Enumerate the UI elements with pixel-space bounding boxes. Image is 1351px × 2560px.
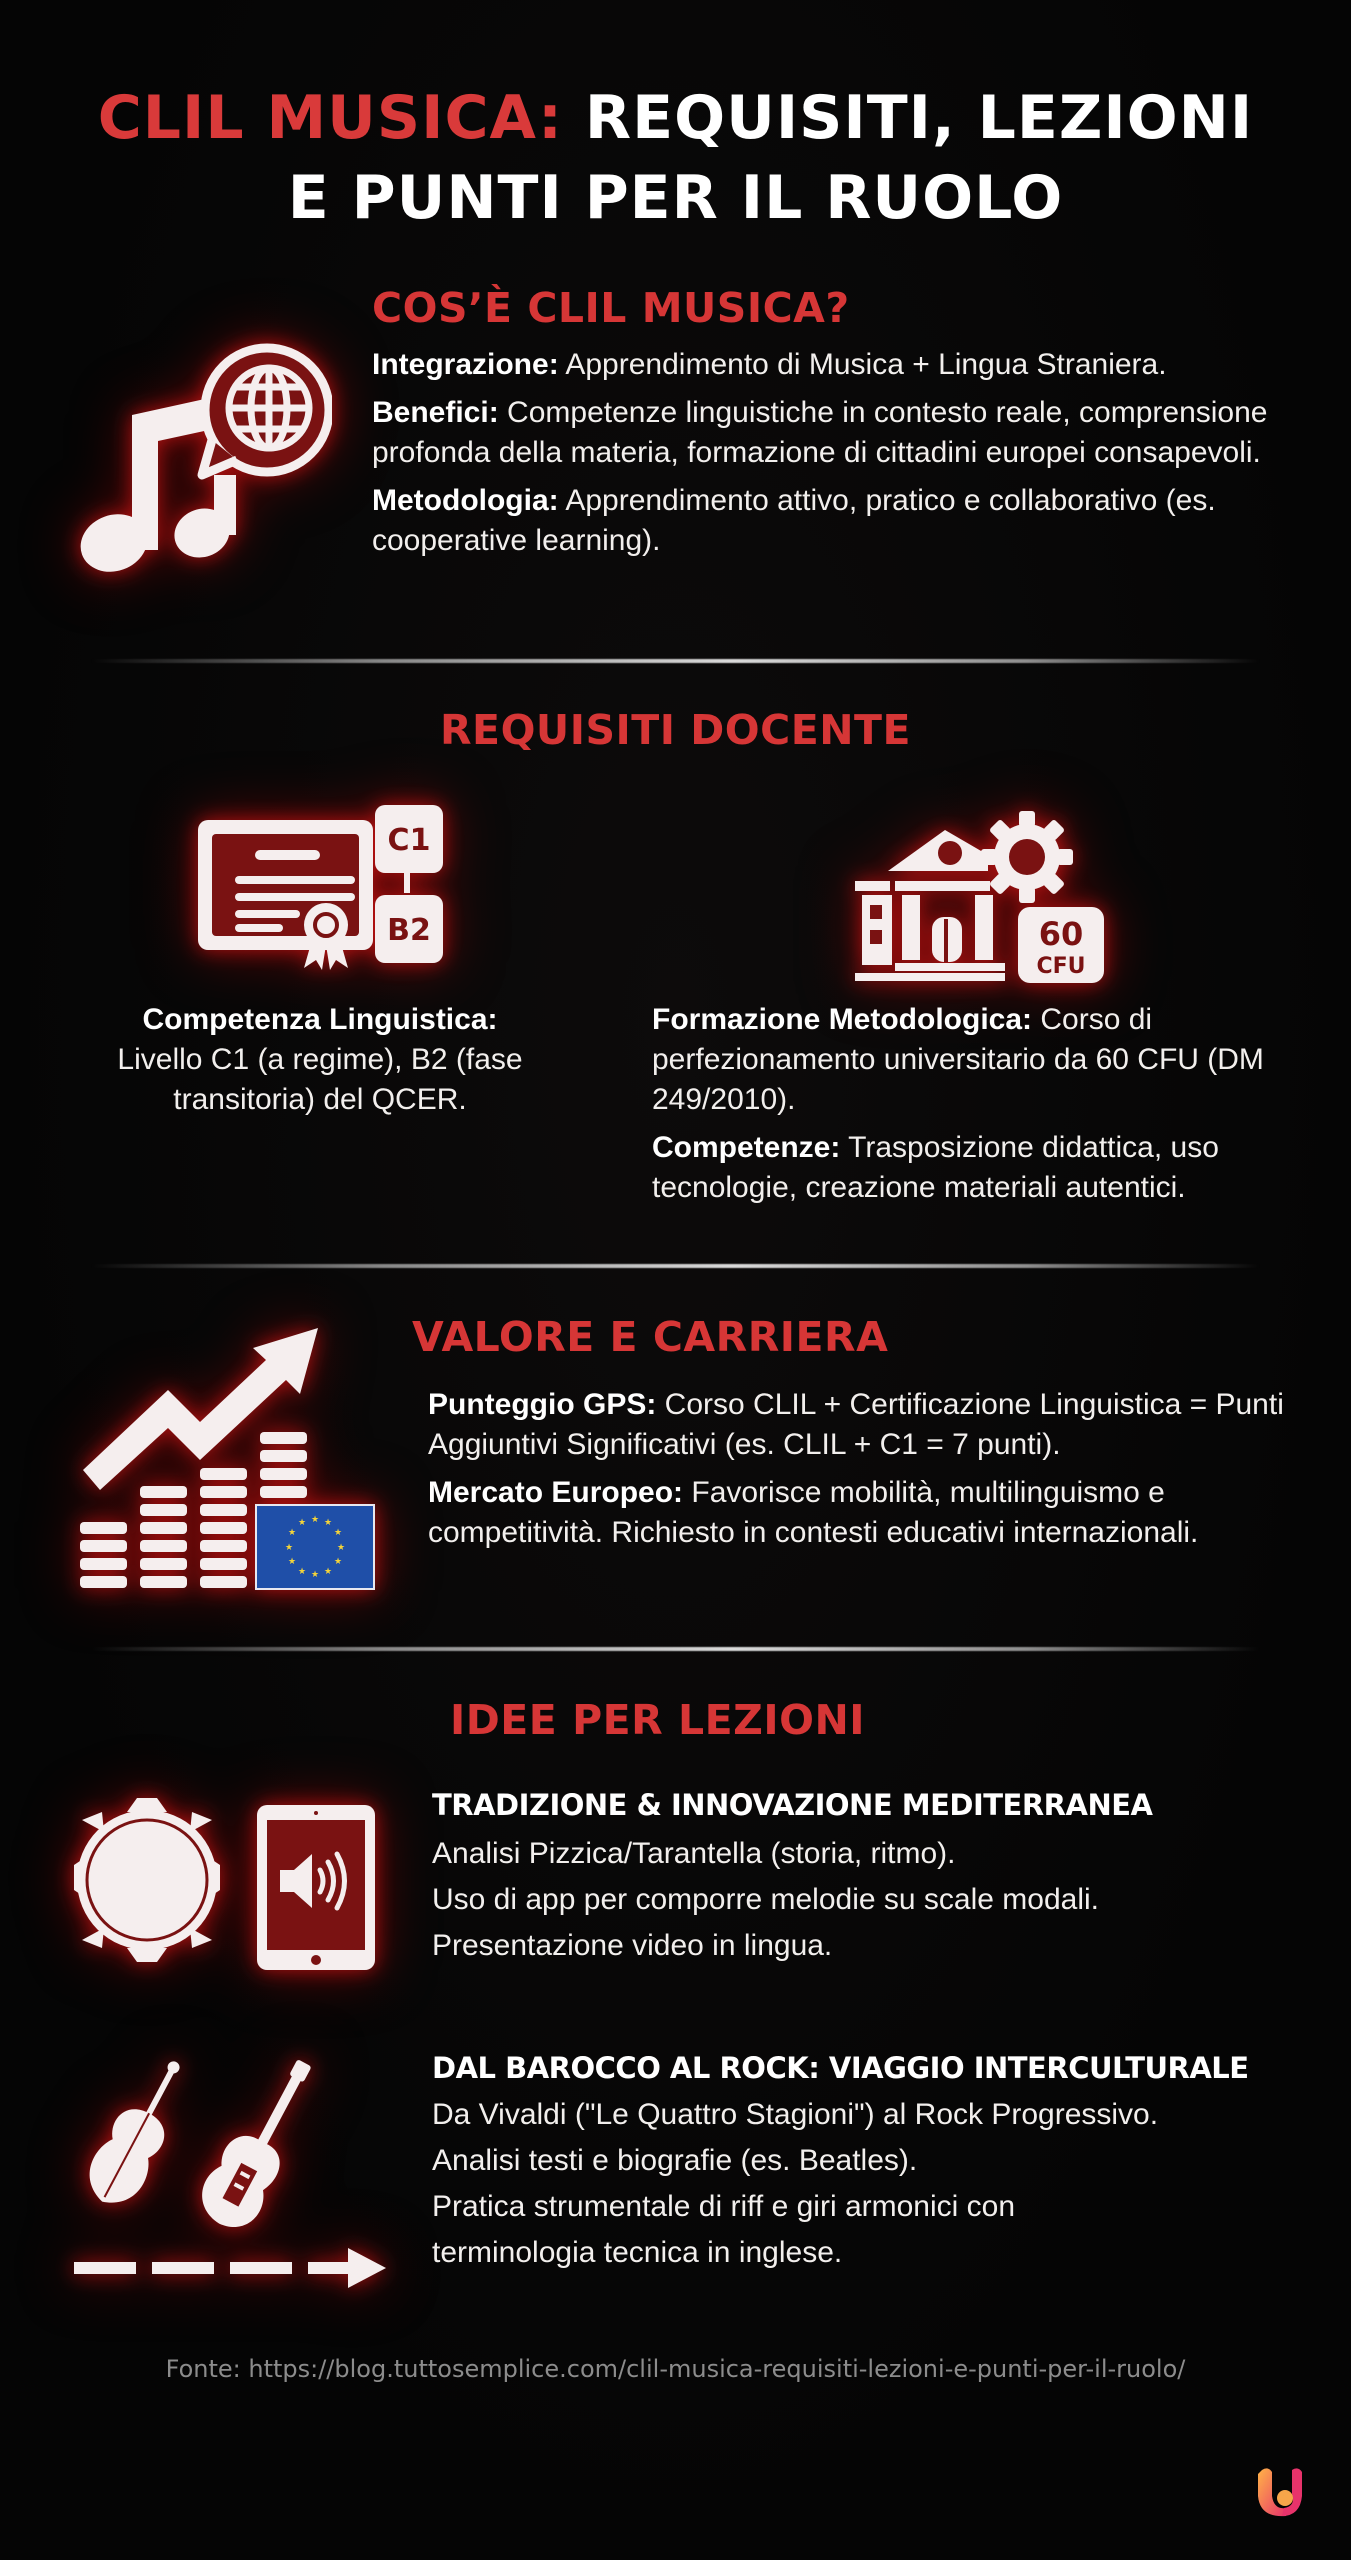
what-is-item-metodologia: Metodologia: Apprendimento attivo, pratico e collaborativo (es. cooperative learning). xyxy=(372,484,1216,557)
requirement-item-formazione: Formazione Metodologica: Corso di perfezionamento universitario da 60 CFU (DM 249/2010). xyxy=(652,1003,1264,1116)
svg-text:★: ★ xyxy=(297,1567,307,1577)
lesson-lines: Analisi Pizzica/Tarantella (storia, ritmo). Uso di app per comporre melodie su scale modali. Presentazione video in lingua. xyxy=(432,1837,1099,1962)
violin-guitar-arrow-icon xyxy=(68,2050,408,2290)
university-gear-icon xyxy=(840,795,1110,985)
section-heading-lessons: IDEE PER LEZIONI xyxy=(450,1696,866,1744)
value-content xyxy=(428,1385,1308,1561)
svg-text:★: ★ xyxy=(297,1518,307,1528)
svg-text:★: ★ xyxy=(287,1557,297,1567)
svg-text:60: 60 xyxy=(1038,915,1084,953)
lesson-idea-baroque-rock xyxy=(432,2048,1332,2276)
source-link[interactable]: Fonte: https://blog.tuttosemplice.com/clil-musica-requisiti-lezioni-e-punti-per-il-ruolo/ xyxy=(165,2355,1186,2383)
svg-text:★: ★ xyxy=(336,1543,346,1553)
section-divider xyxy=(90,1264,1260,1268)
svg-text:B2: B2 xyxy=(387,913,431,948)
section-heading-requirements: REQUISITI DOCENTE xyxy=(439,706,912,754)
svg-text:C1: C1 xyxy=(387,823,431,858)
lesson-title: DAL BAROCCO AL ROCK: VIAGGIO INTERCULTURALE xyxy=(432,2051,1249,2085)
title-white-1: REQUISITI, LEZIONI xyxy=(563,83,1254,153)
tuttosemplice-logo-icon xyxy=(1252,2462,1312,2522)
section-heading-what-is: COS’È CLIL MUSICA? xyxy=(372,284,850,332)
section-heading-value: VALORE E CARRIERA xyxy=(412,1313,889,1361)
svg-text:★: ★ xyxy=(284,1543,294,1553)
svg-text:CFU: CFU xyxy=(1036,954,1086,979)
lesson-lines: Da Vivaldi ("Le Quattro Stagioni") al Rock Progressivo. Analisi testi e biografie (es. Beatles). Pratica strumentale di riff e giri armonici con terminologia tecnica in inglese. xyxy=(432,2098,1159,2269)
svg-text:★: ★ xyxy=(310,1515,320,1525)
svg-text:★: ★ xyxy=(323,1518,333,1528)
title-white-2: E PUNTI PER IL RUOLO xyxy=(287,163,1064,233)
svg-text:★: ★ xyxy=(323,1567,333,1577)
requirement-methodology xyxy=(652,1000,1312,1216)
section-divider xyxy=(90,1647,1260,1651)
what-is-item-benefici: Benefici: Competenze linguistiche in contesto reale, comprensione profonda della materia, formazione di cittadini europei consapevoli. xyxy=(372,396,1268,469)
value-item-mercato: Mercato Europeo: Favorisce mobilità, multilinguismo e competitività. Richiesto in contesti educativi internazionali. xyxy=(428,1476,1199,1549)
tambourine-tablet-icon xyxy=(62,1790,382,1970)
svg-text:★: ★ xyxy=(333,1557,343,1567)
title-red: CLIL MUSICA: xyxy=(97,83,564,153)
what-is-item-integrazione: Integrazione: Apprendimento di Musica + Lingua Straniera. xyxy=(372,348,1167,381)
music-note-globe-icon xyxy=(62,335,332,575)
page-title xyxy=(0,78,1351,238)
requirement-language: Competenza Linguistica: Livello C1 (a regime), B2 (fase transitoria) del QCER. xyxy=(117,1003,523,1116)
svg-text:★: ★ xyxy=(310,1570,320,1580)
svg-text:★: ★ xyxy=(287,1528,297,1538)
certificate-icon xyxy=(190,800,450,970)
section-divider xyxy=(90,659,1260,663)
lesson-title: TRADIZIONE & INNOVAZIONE MEDITERRANEA xyxy=(432,1788,1153,1822)
lesson-idea-mediterranean xyxy=(432,1785,1312,1969)
value-item-gps: Punteggio GPS: Corso CLIL + Certificazione Linguistica = Punti Aggiuntivi Significativi (es. CLIL + C1 = 7 punti). xyxy=(428,1388,1284,1461)
growth-chart-eu-flag-icon xyxy=(78,1310,378,1590)
requirement-item-competenze: Competenze: Trasposizione didattica, uso tecnologie, creazione materiali autentici. xyxy=(652,1131,1219,1204)
what-is-content xyxy=(372,345,1302,569)
svg-text:★: ★ xyxy=(333,1528,343,1538)
